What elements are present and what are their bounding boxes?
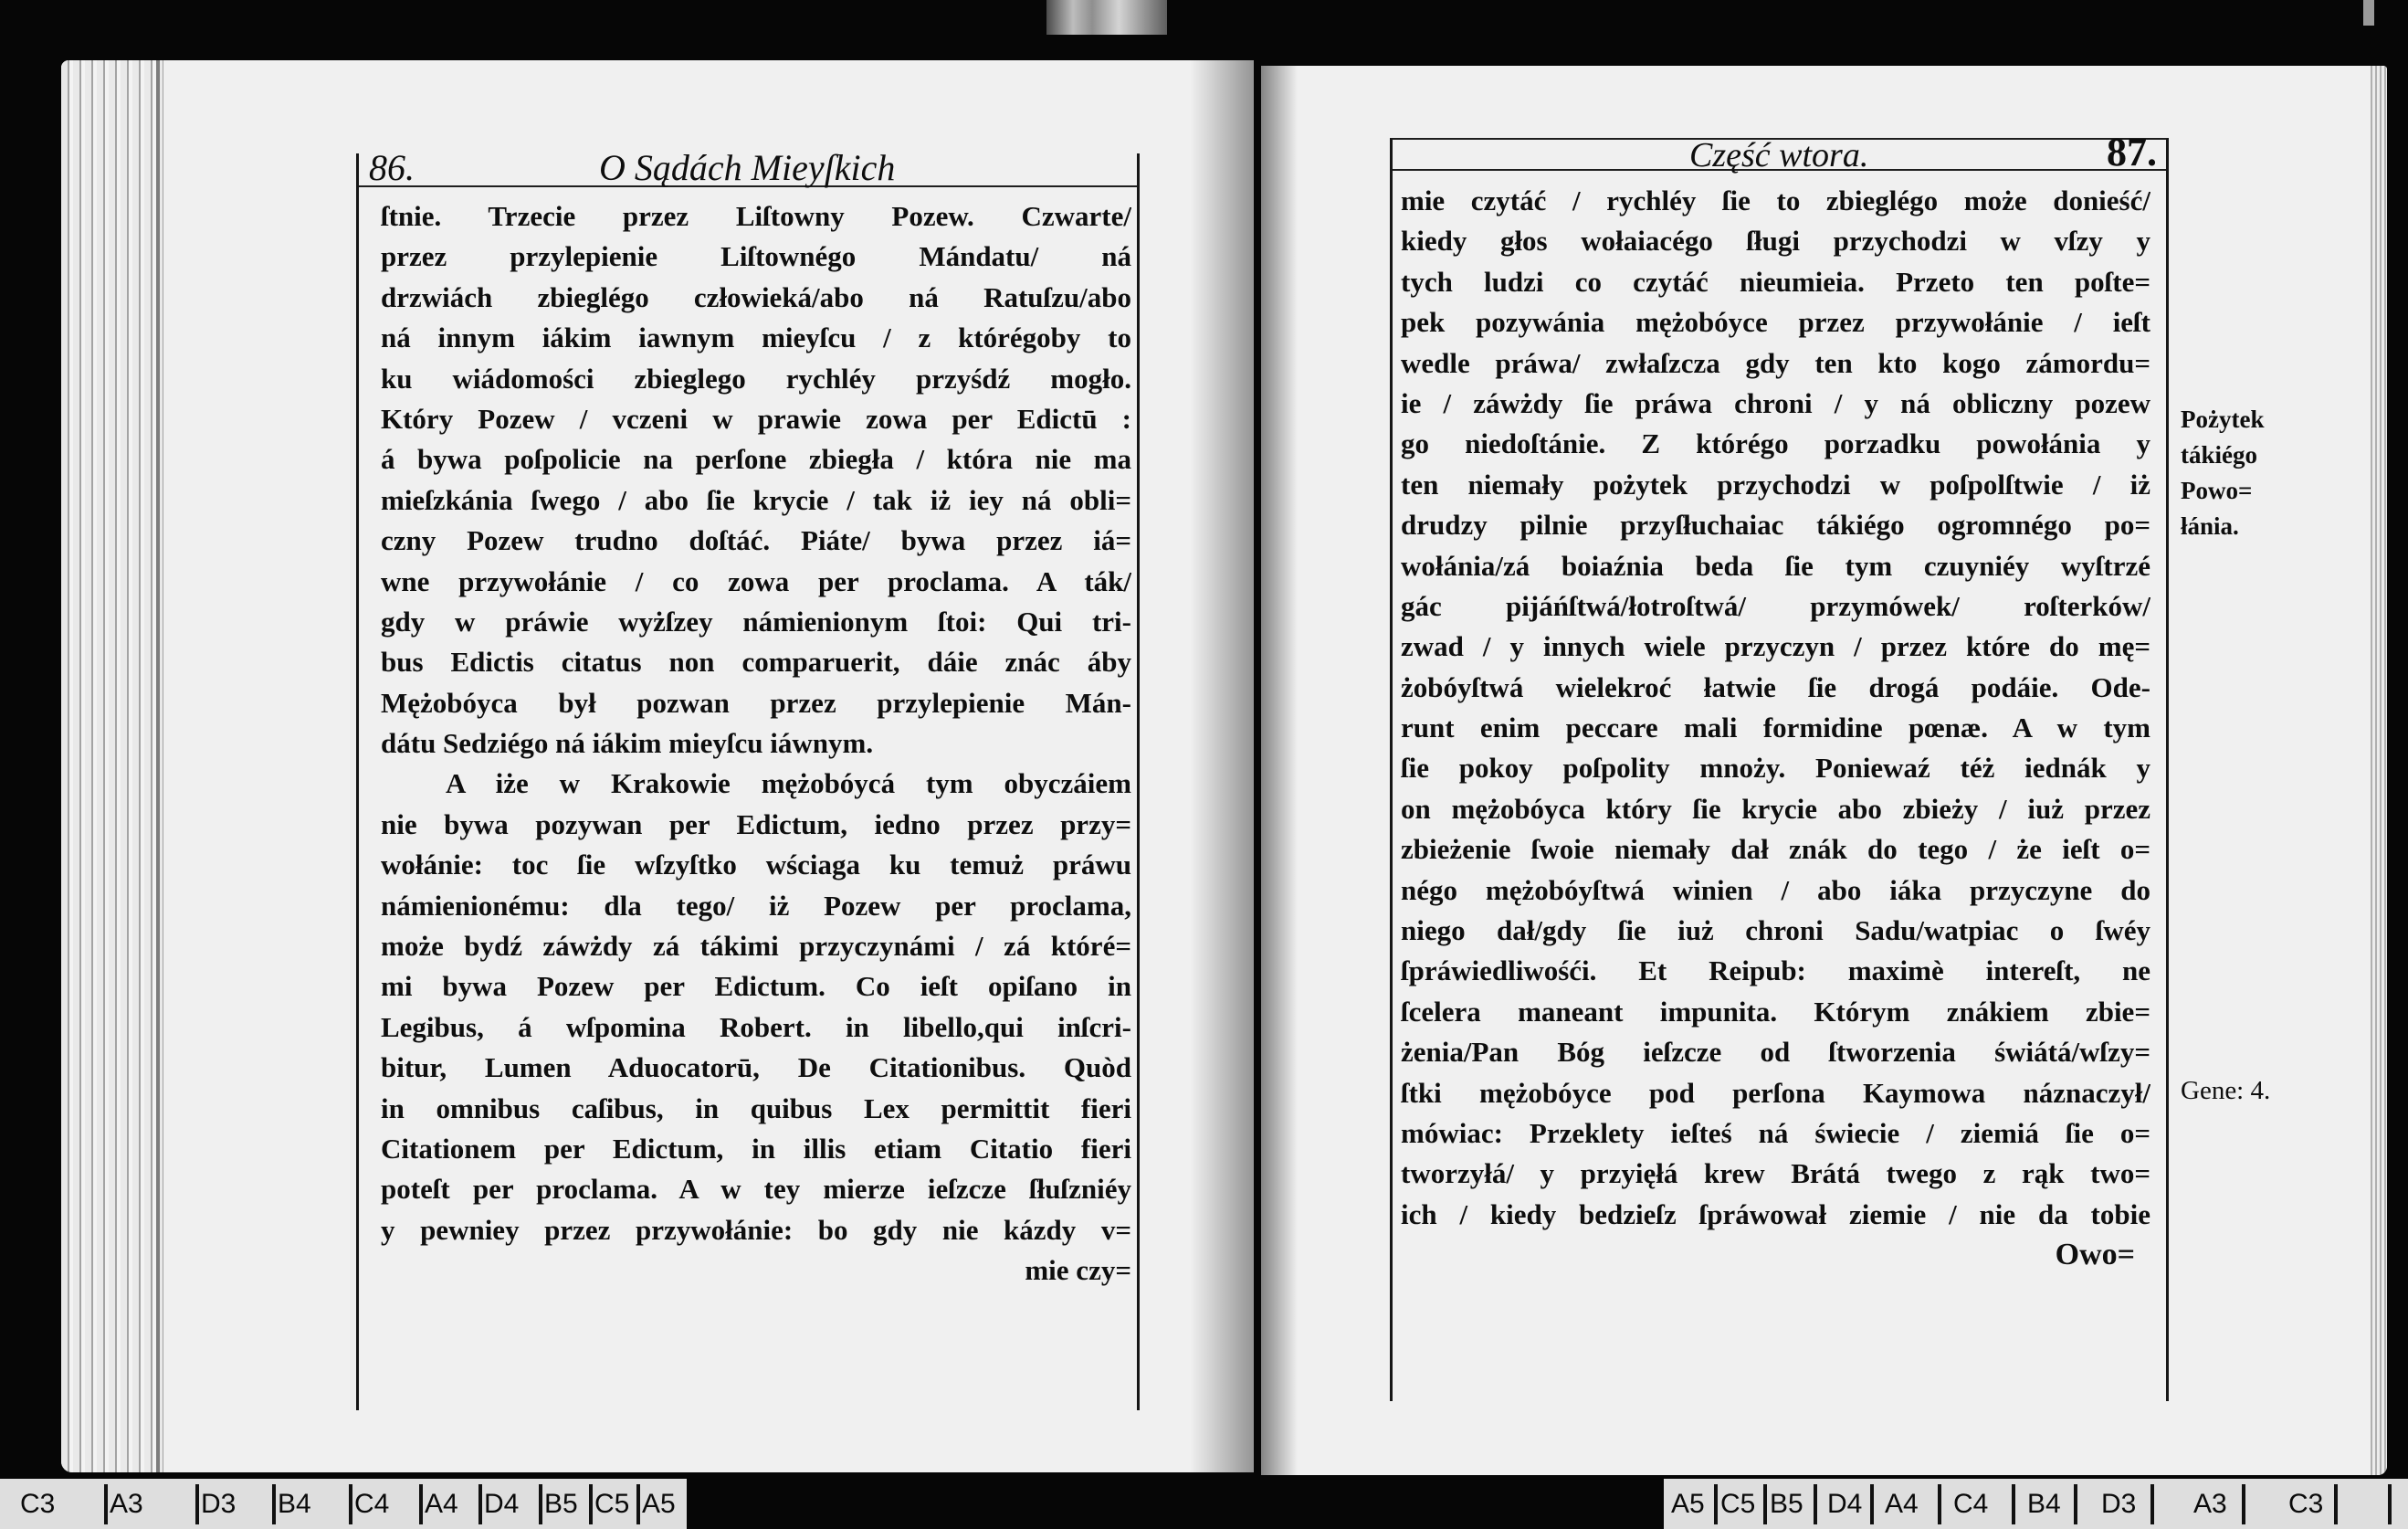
strip-label: A5 bbox=[1671, 1489, 1705, 1519]
text-line: négo mężobóyſtwá winien / abo iáka przyczyne do bbox=[1401, 873, 2150, 906]
strip-separator bbox=[104, 1484, 108, 1524]
text-block bbox=[1390, 130, 2169, 1401]
page-number: 87. bbox=[2107, 130, 2157, 174]
strip-label: C5 bbox=[594, 1489, 630, 1519]
text-line: przez przylepienie Liſtownégo Mándatu/ ná bbox=[381, 240, 1131, 273]
text-line: wedle práwa/ zwłaſzcza gdy ten kto kogo zámordu= bbox=[1401, 346, 2150, 379]
page-number: 86. bbox=[369, 147, 415, 188]
text-line: ſpráwiedliwośći. Et Reipub: maximè intereſt, ne bbox=[1401, 954, 2150, 987]
text-line: á bywa poſpolicie na perſone zbiegła / która nie ma bbox=[381, 443, 1131, 476]
strip-separator bbox=[419, 1484, 423, 1524]
strip-label: A3 bbox=[110, 1489, 143, 1519]
strip-label: C5 bbox=[1720, 1489, 1756, 1519]
text-line: Który Pozew / vczeni w prawie zowa per Edictū : bbox=[381, 402, 1131, 435]
strip-label: C4 bbox=[1953, 1489, 1989, 1519]
text-line: A iże w Krakowie mężobóycá tym obyczáiem bbox=[446, 767, 1131, 800]
margin-note bbox=[2181, 1073, 2270, 1109]
strip-label: D3 bbox=[2101, 1489, 2137, 1519]
scanner-edge-fragment bbox=[1046, 0, 1167, 35]
strip-label: B4 bbox=[278, 1489, 311, 1519]
strip-separator bbox=[636, 1484, 640, 1524]
text-line: ich / kiedy bedzieſz ſpráwował ziemie / nie da tobie bbox=[1401, 1197, 2150, 1230]
text-line: ná innym iákim iawnym mieyſcu / z którégoby to bbox=[381, 322, 1131, 354]
margin-note-line: łánia. bbox=[2181, 512, 2239, 540]
scanner-edge-fragment bbox=[2363, 0, 2374, 26]
margin-note-line: Gene: 4. bbox=[2181, 1076, 2271, 1105]
text-line: go niedoſtánie. Z którégo porzadku powołánia y bbox=[1401, 427, 2150, 460]
strip-separator bbox=[1814, 1484, 1817, 1524]
text-line: nie bywa pozywan per Edictum, iedno przez przy= bbox=[381, 807, 1131, 840]
text-line: ſie pokoy poſpolity mnoży. Poniewaź téż iednák y bbox=[1401, 752, 2150, 785]
strip-label: B5 bbox=[1770, 1489, 1803, 1519]
strip-separator bbox=[1938, 1484, 1941, 1524]
strip-label: B4 bbox=[2027, 1489, 2061, 1519]
text-line: wołánie: toc ſie wſzyſtko wściaga ku temuż práwu bbox=[381, 849, 1131, 881]
strip-separator bbox=[1714, 1484, 1718, 1524]
strip-separator bbox=[2074, 1484, 2077, 1524]
strip-label: C4 bbox=[354, 1489, 390, 1519]
text-line: czny Pozew trudno doſtáć. Piáte/ bywa przez iá= bbox=[381, 524, 1131, 557]
text-line: tworzyłá/ y przyięłá krew Brátá twego z rąk two= bbox=[1401, 1157, 2150, 1190]
running-head: Część wtora. bbox=[1689, 136, 1869, 174]
text-line: tych ludzi co czytáć nieumieia. Przeto ten poſte= bbox=[1401, 265, 2150, 298]
margin-note-line: tákiégo bbox=[2181, 441, 2257, 469]
text-line: runt enim peccare mali formidine pœnæ. A w tym bbox=[1401, 712, 2150, 744]
strip-separator bbox=[349, 1484, 352, 1524]
text-line: mi bywa Pozew per Edictum. Co ieſt opiſano in bbox=[381, 970, 1131, 1003]
text-line: ie / záwżdy ſie práwa chroni / y ná obliczny pozew bbox=[1401, 386, 2150, 419]
strip-label: C3 bbox=[2288, 1489, 2324, 1519]
strip-label: D4 bbox=[1827, 1489, 1863, 1519]
page-header bbox=[359, 147, 1137, 188]
strip-separator bbox=[2334, 1484, 2338, 1524]
gutter-shadow bbox=[1261, 66, 1298, 1475]
text-line: drzwiách zbieglégo człowieká/abo ná Ratuſzu/abo bbox=[381, 280, 1131, 313]
margin-note bbox=[2181, 402, 2264, 544]
left-page bbox=[61, 60, 1254, 1472]
right-page bbox=[1261, 66, 2387, 1475]
strip-separator bbox=[1870, 1484, 1874, 1524]
text-line: ſcelera maneant impunita. Którym znákiem zbie= bbox=[1401, 995, 2150, 1028]
strip-separator bbox=[272, 1484, 276, 1524]
margin-note-line: Pożytek bbox=[2181, 406, 2265, 433]
text-line: żobóyſtwá wielekroć łatwie ſie drogá podáie. Ode- bbox=[1401, 670, 2150, 703]
text-line: ſtki mężobóyce pod perſona Kaymowa náznaczył/ bbox=[1401, 1076, 2150, 1109]
strip-separator bbox=[195, 1484, 199, 1524]
running-head: O Sądách Mieyſkich bbox=[599, 147, 896, 188]
strip-label: D4 bbox=[484, 1489, 520, 1519]
strip-separator bbox=[2388, 1484, 2392, 1524]
text-line: gdy w práwie wyżſzey námienionym ſtoi: Qui tri- bbox=[381, 605, 1131, 638]
text-line: gác pijáńſtwá/łotroſtwá/ przymówek/ roſterków/ bbox=[1401, 589, 2150, 622]
book-page-edges bbox=[2371, 66, 2387, 1475]
text-line: in omnibus caſibus, in quibus Lex permittit fieri bbox=[381, 1091, 1131, 1124]
text-line: ku wiádomości zbieglego rychléy przyśdź mogło. bbox=[381, 362, 1131, 395]
strip-separator bbox=[539, 1484, 542, 1524]
text-line: wołánia/zá boiaźnia beda ſie tym czuyniéy wyſtrzé bbox=[1401, 549, 2150, 582]
strip-separator bbox=[2012, 1484, 2015, 1524]
text-line: mieſzkánia ſwego / abo ſie krycie / tak iż iey ná obli= bbox=[381, 483, 1131, 516]
text-line: pek pozywánia mężobóyce przez przywołánie / ieſt bbox=[1401, 306, 2150, 339]
text-line: bus Edictis citatus non comparuerit, dáie znác áby bbox=[381, 646, 1131, 679]
text-line: mie czytáć / rychléy ſie to zbieglégo może donieść/ bbox=[1401, 185, 2150, 216]
text-line: kiedy głos wołaiacégo ſługi przychodzi w vſzy y bbox=[1401, 225, 2150, 258]
text-line: námienionému: dla tego/ iż Pozew per proclama, bbox=[381, 889, 1131, 922]
text-line: zbieżenie ſwoie niemały dał znák do tego / że ieſt o= bbox=[1401, 833, 2150, 866]
strip-label: A4 bbox=[425, 1489, 458, 1519]
text-line: on mężobóyca który ſie krycie abo zbieży / iuż przez bbox=[1401, 792, 2150, 825]
strip-label: A5 bbox=[642, 1489, 676, 1519]
text-line: Legibus, á wſpomina Robert. in libello,qui inſcri- bbox=[381, 1010, 1131, 1043]
catchword: mie czy= bbox=[1025, 1254, 1131, 1287]
text-line: y pewniey przez przywołánie: bo gdy nie kázdy v= bbox=[381, 1213, 1131, 1246]
text-line: ten niemały pożytek przychodzi w poſpolſtwie / iż bbox=[1401, 468, 2150, 501]
page-body bbox=[359, 196, 1137, 1292]
catchword: Owo= bbox=[2055, 1238, 2135, 1272]
text-line: Mężobóyca był pozwan przez przylepienie Mán- bbox=[381, 686, 1131, 719]
text-line: mówiac: Przeklety ieſteś ná świecie / ziemiá ſie o= bbox=[1401, 1116, 2150, 1149]
text-block bbox=[356, 147, 1140, 1410]
book-page-edge-line bbox=[156, 60, 160, 1472]
text-line: ſtnie. Trzecie przez Liſtowny Pozew. Czwarte/ bbox=[381, 200, 1131, 232]
strip-separator bbox=[589, 1484, 593, 1524]
text-line: poteſt per proclama. A w tey mierze ieſzcze ſłuſzniéy bbox=[381, 1173, 1131, 1206]
text-line: drudzy pilnie przyſłuchaiac tákiégo ogromnégo po= bbox=[1401, 509, 2150, 542]
text-line: dátu Sedziégo ná iákim mieyſcu iáwnym. bbox=[381, 727, 874, 760]
text-line: wne przywołánie / co zowa per proclama. A ták/ bbox=[381, 564, 1131, 597]
text-line: niego dał/gdy ſie iuż chroni Sadu/watpiac o ſwéy bbox=[1401, 914, 2150, 947]
text-line: może bydź záwżdy zá tákimi przyczynámi / zá któré= bbox=[381, 930, 1131, 963]
strip-separator bbox=[1763, 1484, 1767, 1524]
text-line: Citationem per Edictum, in illis etiam Citatio fieri bbox=[381, 1132, 1131, 1165]
text-line: żenia/Pan Bóg ieſzcze od ſtworzenia świátá/wſzy= bbox=[1401, 1036, 2150, 1069]
strip-label: A4 bbox=[1885, 1489, 1919, 1519]
margin-note-line: Powo= bbox=[2181, 477, 2253, 504]
strip-label: A3 bbox=[2193, 1489, 2227, 1519]
color-calibration-strip-left bbox=[0, 1479, 687, 1529]
text-line: zwad / y innych wiele przyczyn / przez które do mę= bbox=[1401, 630, 2150, 663]
color-calibration-strip-right bbox=[1664, 1479, 2408, 1529]
strip-separator bbox=[2150, 1484, 2154, 1524]
strip-label: D3 bbox=[201, 1489, 237, 1519]
strip-separator bbox=[478, 1484, 482, 1524]
book-page-edges bbox=[61, 60, 163, 1472]
strip-label: C3 bbox=[20, 1489, 56, 1519]
strip-label: B5 bbox=[544, 1489, 578, 1519]
text-line: bitur, Lumen Aduocatorū, De Citationibus. Quòd bbox=[381, 1051, 1131, 1084]
strip-separator bbox=[2242, 1484, 2245, 1524]
page-body bbox=[1393, 181, 2166, 1276]
gutter-shadow bbox=[1190, 60, 1254, 1472]
page-header bbox=[1393, 130, 2166, 174]
